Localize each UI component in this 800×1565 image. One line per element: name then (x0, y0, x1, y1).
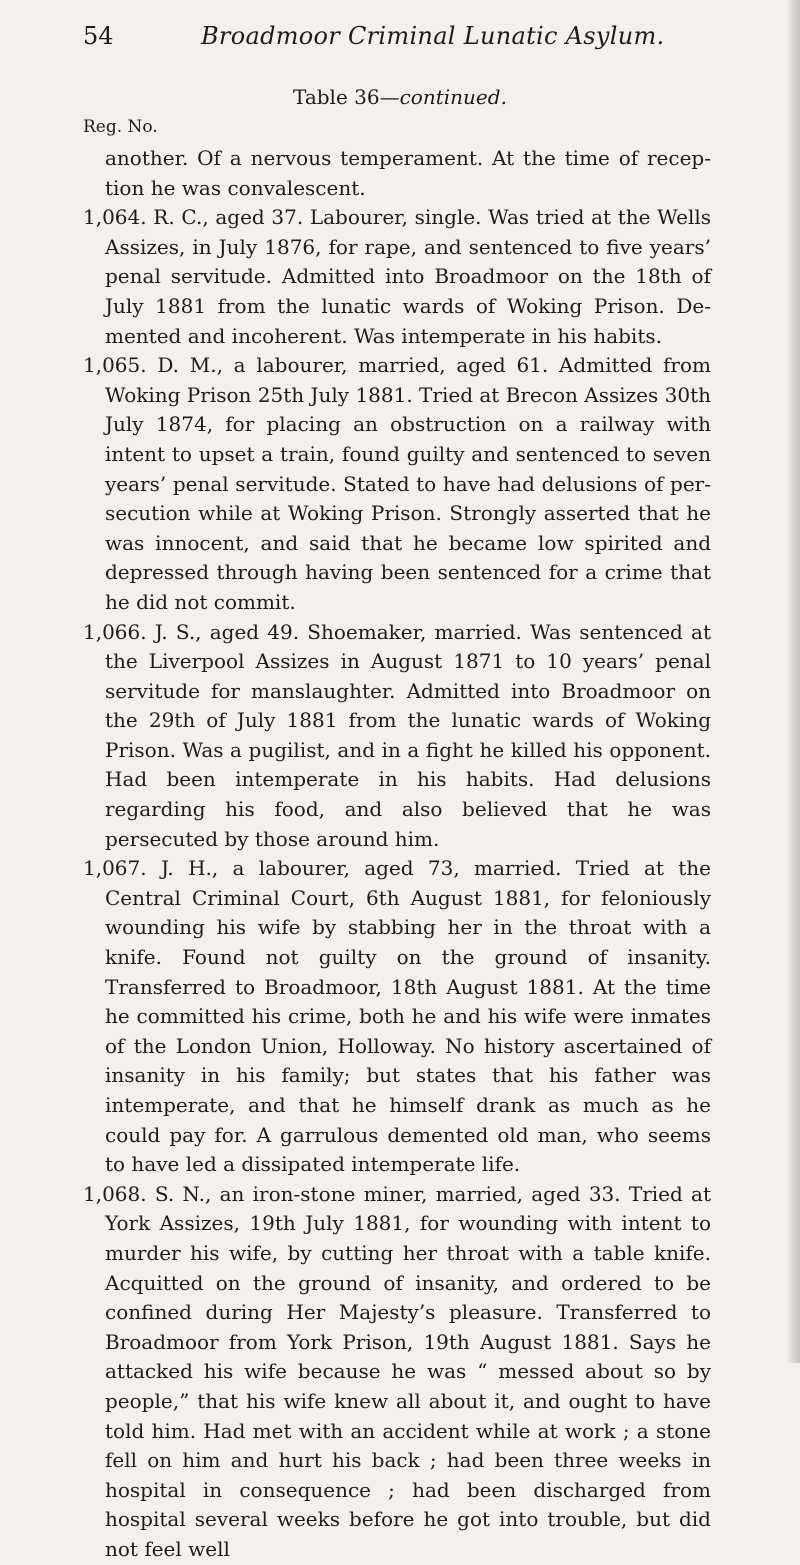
entry-text: J. S., aged 49. Shoemaker, married. Was sentenced at the Liverpool Assizes in August 1871 to 10 years’ penal servitude for manslaughter. Admitted into Broadmoor on the 29th of July 1881 from the lunatic wards of Woking Prison. Was a pugilist, and in a fight he killed his opponent. Had been intemperate in his habits. Had delusions regarding his food, and also believed that he was persecuted by those around him. (105, 619, 712, 851)
page-number: 54 (83, 22, 114, 50)
entry-reg-number: 1,066. (83, 619, 147, 644)
page-edge-shadow (786, 0, 800, 1363)
entry-text: J. H., a labourer, aged 73, married. Tried at the Central Criminal Court, 6th August 1881, for feloniously wounding his wife by stabbing her in the throat with a knife. Found not guilty on the ground of insanity. Transferred to Broadmoor, 18th August 1881. At the time he committed his crime, both he and his wife were inmates of the London Union, Holloway. No history ascertained of insanity in his family; but states that his father was intemperate, and that he himself drank as much as he could pay for. A garrulous demented old man, who seems to have led a dissipated intemperate life. (105, 856, 711, 1177)
entry-text: S. N., an iron-stone miner, married, aged 33. Tried at York Assizes, 19th July 1881, for wounding with intent to murder his wife, by cutting her throat with a table knife. Acquitted on the ground of insanity, and ordered to be confined during Her Majesty’s pleasure. Transferred to Broadmoor from York Prison, 19th August 1881. Says he attacked his wife because he was “ messed about so by people,” that his wife knew all about it, and ought to have told him. Had met with an accident while at work ; a stone fell on him and hurt his back ; had been three weeks in hospital in consequence ; had been discharged from hospital several weeks before he got into trouble, but did not feel well (105, 1181, 711, 1561)
entry-reg-number: 1,065. (83, 353, 147, 378)
table-caption (0, 85, 800, 109)
table-caption-label: Table 36— (293, 85, 400, 109)
page-header (83, 22, 723, 62)
table-caption-continued: continued. (399, 85, 507, 109)
entry-1068 (83, 1180, 711, 1565)
entry-1066 (83, 618, 711, 855)
running-title: Broadmoor Criminal Lunatic Asylum. (201, 22, 665, 50)
entry-1067 (83, 854, 711, 1180)
entry-reg-number: 1,068. (83, 1181, 147, 1206)
entry-reg-number: 1,064. (83, 205, 147, 230)
entry-1065 (83, 351, 711, 617)
table-entries (83, 144, 711, 1565)
column-heading: Reg. No. (83, 117, 158, 137)
entry-1064 (83, 203, 711, 351)
entry-text: R. C., aged 37. Labourer, single. Was tried at the Wells Assizes, in July 1876, for rape, and sentenced to five years’ penal servitude. Admitted into Broadmoor on the 18th of July 1881 from the lunatic wards of Woking Prison. De-mented and incoherent. Was intemperate in his habits. (105, 205, 711, 348)
entry-reg-number: 1,067. (83, 856, 147, 881)
entry-text: D. M., a labourer, married, aged 61. Admitted from Woking Prison 25th July 1881. Tried at Brecon Assizes 30th July 1874, for placing an obstruction on a railway with intent to upset a train, found guilty and sentenced to seven years’ penal servitude. Stated to have had delusions of per-secution while at Woking Prison. Strongly asserted that he was innocent, and said that he became low spirited and depressed through having been sentenced for a crime that he did not commit. (105, 353, 711, 614)
continuation-paragraph: another. Of a nervous temperament. At the time of recep-tion he was convalescent. (105, 146, 711, 200)
